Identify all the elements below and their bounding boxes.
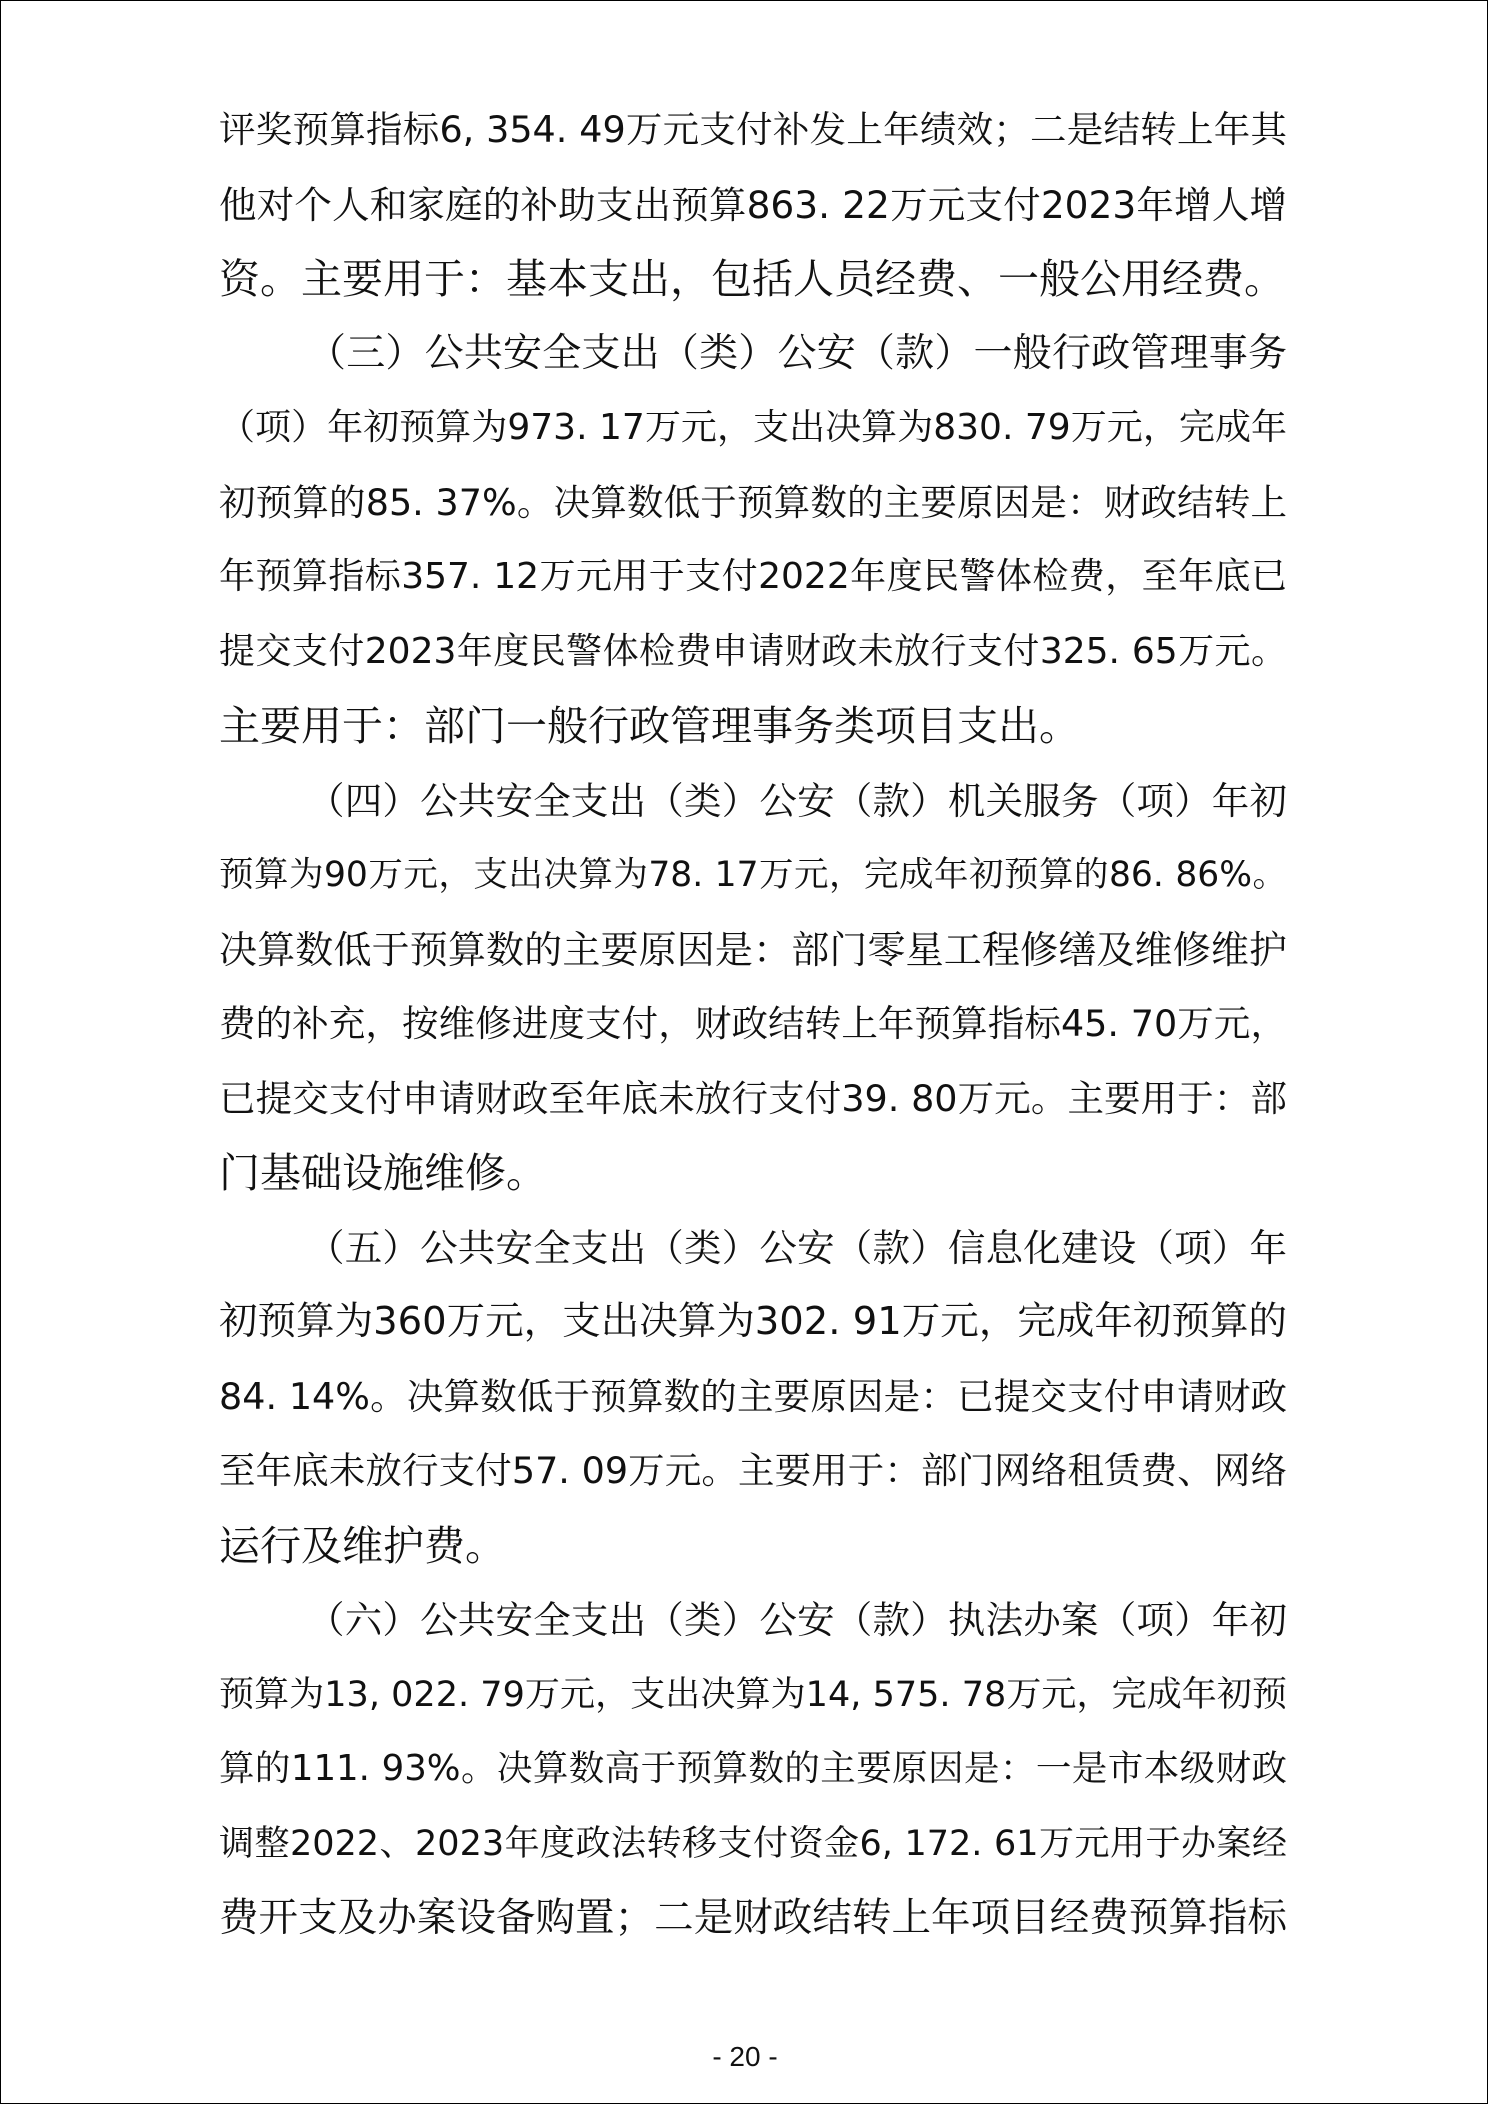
text-line: 初预算为360万元，支出决算为302. 91万元，完成年初预算的 [219, 1299, 1287, 1344]
paragraph-first-line: （三）公共安全支出（类）公安（款）一般行政管理事务 [307, 330, 1287, 376]
text-line: 年预算指标357. 12万元用于支付2022年度民警体检费，至年底已 [219, 556, 1287, 597]
text-line: （项）年初预算为973. 17万元，支出决算为830. 79万元，完成年 [219, 407, 1287, 448]
text-line: 费开支及办案设备购置；二是财政结转上年项目经费预算指标 [219, 1895, 1287, 1941]
text-line: 决算数低于预算数的主要原因是：部门零星工程修缮及维修维护 [219, 927, 1287, 972]
text-line: 资。主要用于：基本支出，包括人员经费、一般公用经费。 [219, 255, 1285, 303]
text-line: 提交支付2023年度民警体检费申请财政未放行支付325. 65万元。 [219, 630, 1287, 672]
text-line: 预算为90万元，支出决算为78. 17万元，完成年初预算的86. 86%。 [219, 855, 1287, 895]
text-line: 算的111. 93%。决算数高于预算数的主要原因是：一是市本级财政 [219, 1748, 1287, 1789]
text-line: 评奖预算指标6, 354. 49万元支付补发上年绩效；二是结转上年其 [219, 108, 1287, 151]
text-line: 84. 14%。决算数低于预算数的主要原因是：已提交支付申请财政 [219, 1374, 1287, 1418]
text-line: 他对个人和家庭的补助支出预算863. 22万元支付2023年增人增 [219, 182, 1287, 227]
paragraph-first-line: （六）公共安全支出（类）公安（款）执法办案（项）年初 [307, 1598, 1287, 1642]
text-line: 预算为13, 022. 79万元，支出决算为14, 575. 78万元，完成年初预 [219, 1674, 1287, 1715]
text-line: 费的补充，按维修进度支付，财政结转上年预算指标45. 70万元， [219, 1002, 1287, 1045]
text-line: 至年底未放行支付57. 09万元。主要用于：部门网络租赁费、网络 [219, 1449, 1287, 1492]
document-body [219, 93, 1287, 1956]
text-line: 主要用于：部门一般行政管理事务类项目支出。 [219, 702, 1080, 750]
text-line: 初预算的85. 37%。决算数低于预算数的主要原因是：财政结转上 [219, 480, 1287, 524]
paragraph-first-line: （四）公共安全支出（类）公安（款）机关服务（项）年初 [307, 778, 1287, 823]
paragraph-first-line: （五）公共安全支出（类）公安（款）信息化建设（项）年 [307, 1225, 1287, 1270]
page-number: - 20 - [712, 2041, 778, 2072]
text-line: 调整2022、2023年度政法转移支付资金6, 172. 61万元用于办案经 [219, 1823, 1287, 1864]
text-line: 门基础设施维修。 [219, 1149, 547, 1197]
text-line: 已提交支付申请财政至年底未放行支付39. 80万元。主要用于：部 [219, 1076, 1287, 1120]
text-line: 运行及维护费。 [219, 1521, 506, 1570]
